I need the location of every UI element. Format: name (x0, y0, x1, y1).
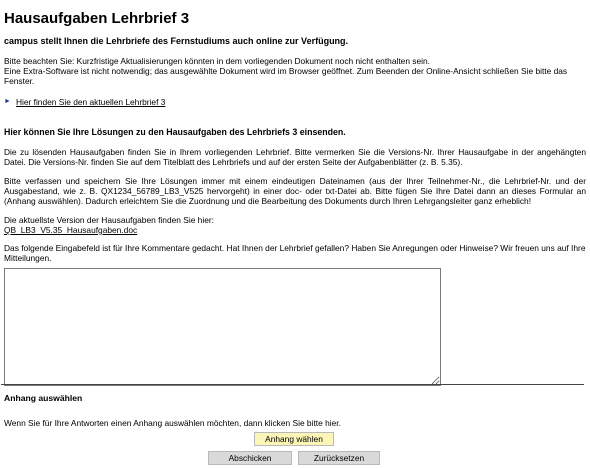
reset-button[interactable]: Zurücksetzen (298, 451, 380, 465)
current-version-text: Die aktuellste Version der Hausaufgaben finden Sie hier: (4, 214, 214, 225)
lehrbrief-link[interactable]: Hier finden Sie den aktuellen Lehrbrief 3 (15, 96, 166, 107)
notice-line-1: Bitte beachten Sie: Kurzfristige Aktualisierungen könnten in dem vorliegenden Dokument noch nicht enthalten sein. (4, 56, 430, 66)
submit-button[interactable]: Abschicken (208, 451, 292, 465)
notice-text (4, 56, 586, 87)
comment-intro: Das folgende Eingabefeld ist für Ihre Kommentare gedacht. Hat Ihnen der Lehrbrief gefallen? Haben Sie Anregungen oder Hinweise? Wir freuen uns auf Ihre Mitteilungen. (4, 243, 586, 264)
homework-file-link[interactable]: QB_LB3_V5.35_Hausaufgaben.doc (4, 224, 138, 235)
section-divider (1, 384, 584, 385)
current-version-block (4, 215, 586, 235)
arrow-right-icon: ► (4, 97, 11, 105)
page-title: Hausaufgaben Lehrbrief 3 (4, 10, 190, 27)
instructions-text: Die zu lösenden Hausaufgaben finden Sie in Ihrem vorliegenden Lehrbrief. Bitte vermerken Sie die Versions-Nr. Ihrer Hausaufgabe in der angehängten Datei. Die Versions-Nr. finden Sie auf dem Titelblatt des Lehrbriefs und auf der ersten Seite der Aufgabenblätter (z. B. 5.35). (4, 146, 586, 167)
attachment-title: Anhang auswählen (4, 393, 83, 403)
notice-line-2: Eine Extra-Software ist nicht notwendig; das ausgewählte Dokument wird im Browser geöffnet. Zum Beenden der Online-Ansicht schließen Sie bitte das Fenster. (4, 66, 568, 87)
comment-textarea[interactable] (4, 268, 441, 386)
page-content (4, 0, 586, 386)
lehrbrief-link-row (4, 97, 586, 107)
filename-instructions: Bitte verfassen und speichern Sie Ihre Lösungen immer mit einem eindeutigen Dateinamen (aus der Ihrer Teilnehmer-Nr., die Lehrbrief-Nr. und der Ausgabestand, wie z. B. QX1234_56789_LB3_V525 hervorgeht) in einer doc- oder txt-Datei ab. Bitte fügen Sie Ihre Datei dann an dieses Formular an (Anhang auswählen). Dadurch erleichtern Sie die Zuordnung und die Bearbeitung des Dokuments durch Ihren Lehrgangsleiter ganz erheblich! (4, 176, 586, 207)
upload-heading: Hier können Sie Ihre Lösungen zu den Hausaufgaben des Lehrbriefs 3 einsenden. (4, 126, 346, 137)
choose-attachment-button[interactable]: Anhang wählen (254, 432, 334, 446)
page-subtitle: campus stellt Ihnen die Lehrbriefe des Fernstudiums auch online zur Verfügung. (4, 36, 349, 46)
attachment-text: Wenn Sie für Ihre Antworten einen Anhang auswählen möchten, dann klicken Sie bitte hier. (4, 418, 341, 428)
